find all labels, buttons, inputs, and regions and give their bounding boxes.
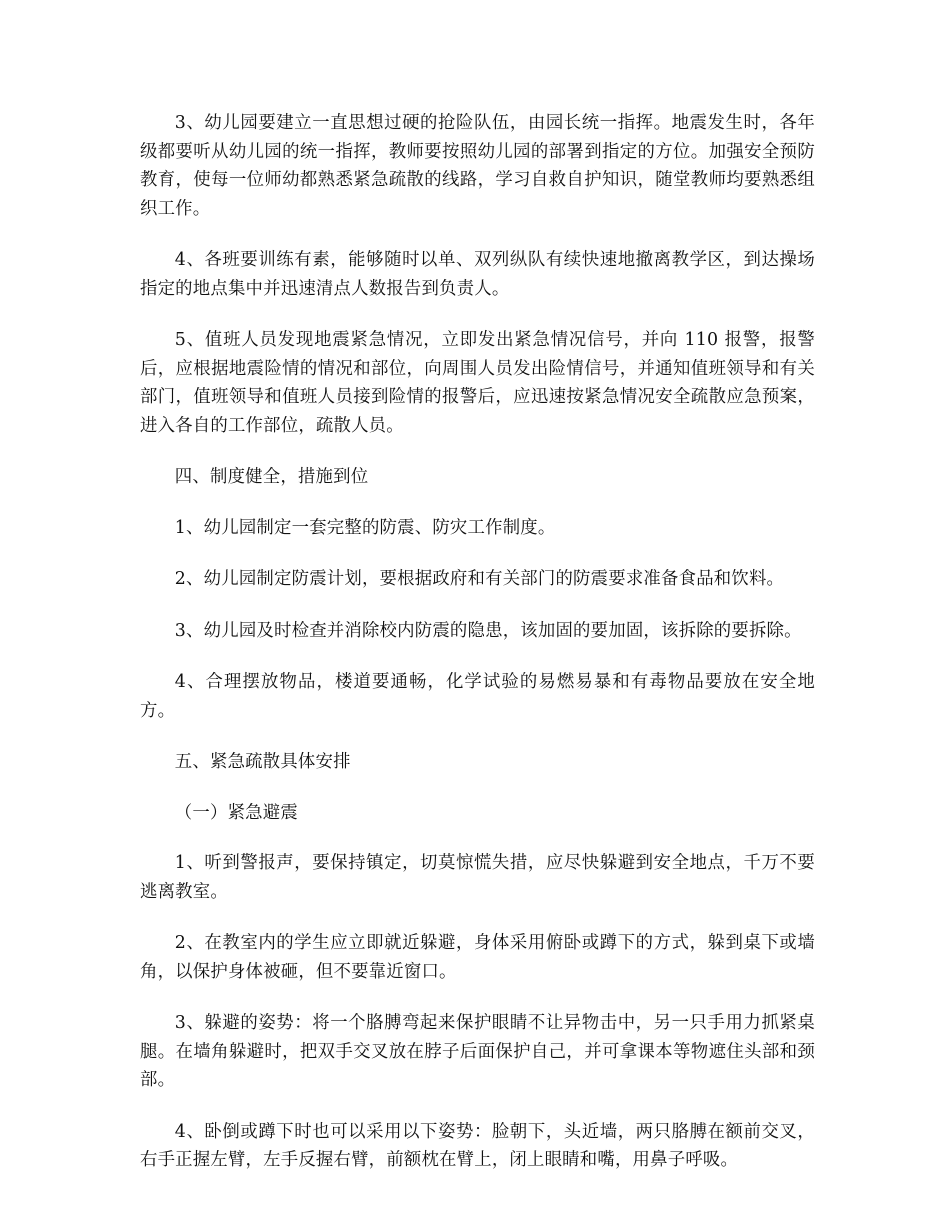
section-heading-five: 五、紧急疏散具体安排 [174, 752, 351, 772]
paragraph-item-3-shelter-posture: 3、躲避的姿势：将一个胳膊弯起来保护眼睛不让异物击中，另一只手用力抓紧桌腿。在墙角躲避时，把双手交叉放在脖子后面保护自己，并可拿课本等物遮住头部和颈部。 [140, 1013, 815, 1090]
paragraph-item-4-class-drill: 4、各班要训练有素，能够随时以单、双列纵队有续快速地撤离教学区，到达操场指定的地点集中并迅速清点人数报告到负责人。 [140, 250, 815, 299]
paragraph-item-2-plan: 2、幼儿园制定防震计划，要根据政府和有关部门的防震要求准备食品和饮料。 [174, 569, 785, 589]
paragraph-item-5-duty-alarm: 5、值班人员发现地震紧急情况，立即发出紧急情况信号，并向 110 报警，报警后，应根据地震险情的情况和部位，向周围人员发出险情信号，并通知值班领导和有关部门，值班领导和值班人员接到险情的报警后，应迅速按紧急情况安全疏散应急预案，进入各自的工作部位，疏散人员。 [140, 330, 815, 436]
paragraph-item-3-inspection: 3、幼儿园及时检查并消除校内防震的隐患，该加固的要加固，该拆除的要拆除。 [174, 620, 802, 641]
paragraph-item-1-system: 1、幼儿园制定一套完整的防震、防灾工作制度。 [174, 517, 556, 538]
subsection-heading-emergency-shelter: （一）紧急避震 [174, 802, 298, 823]
paragraph-item-4-storage: 4、合理摆放物品，楼道要通畅，化学试验的易燃易暴和有毒物品要放在安全地方。 [140, 672, 815, 721]
paragraph-item-3-emergency-team: 3、幼儿园要建立一直思想过硬的抢险队伍，由园长统一指挥。地震发生时，各年级都要听从幼儿园的统一指挥，教师要按照幼儿园的部署到指定的方位。加强安全预防教育，使每一位师幼都熟悉紧急疏散的线路，学习自救自护知识，随堂教师均要熟悉组织工作。 [140, 113, 815, 219]
paragraph-item-4-prone-posture: 4、卧倒或蹲下时也可以采用以下姿势：脸朝下，头近墙，两只胳膊在额前交叉，右手正握左臂，左手反握右臂，前额枕在臂上，闭上眼睛和嘴，用鼻子呼吸。 [140, 1121, 815, 1170]
document-body [140, 109, 815, 1198]
paragraph-item-1-alarm-response: 1、听到警报声，要保持镇定，切莫惊慌失措，应尽快躲避到安全地点，千万不要逃离教室。 [140, 853, 815, 902]
paragraph-item-2-classroom-shelter: 2、在教室内的学生应立即就近躲避，身体采用俯卧或蹲下的方式，躲到桌下或墙角，以保护身体被砸，但不要靠近窗口。 [140, 933, 815, 982]
section-heading-four: 四、制度健全，措施到位 [174, 467, 369, 487]
